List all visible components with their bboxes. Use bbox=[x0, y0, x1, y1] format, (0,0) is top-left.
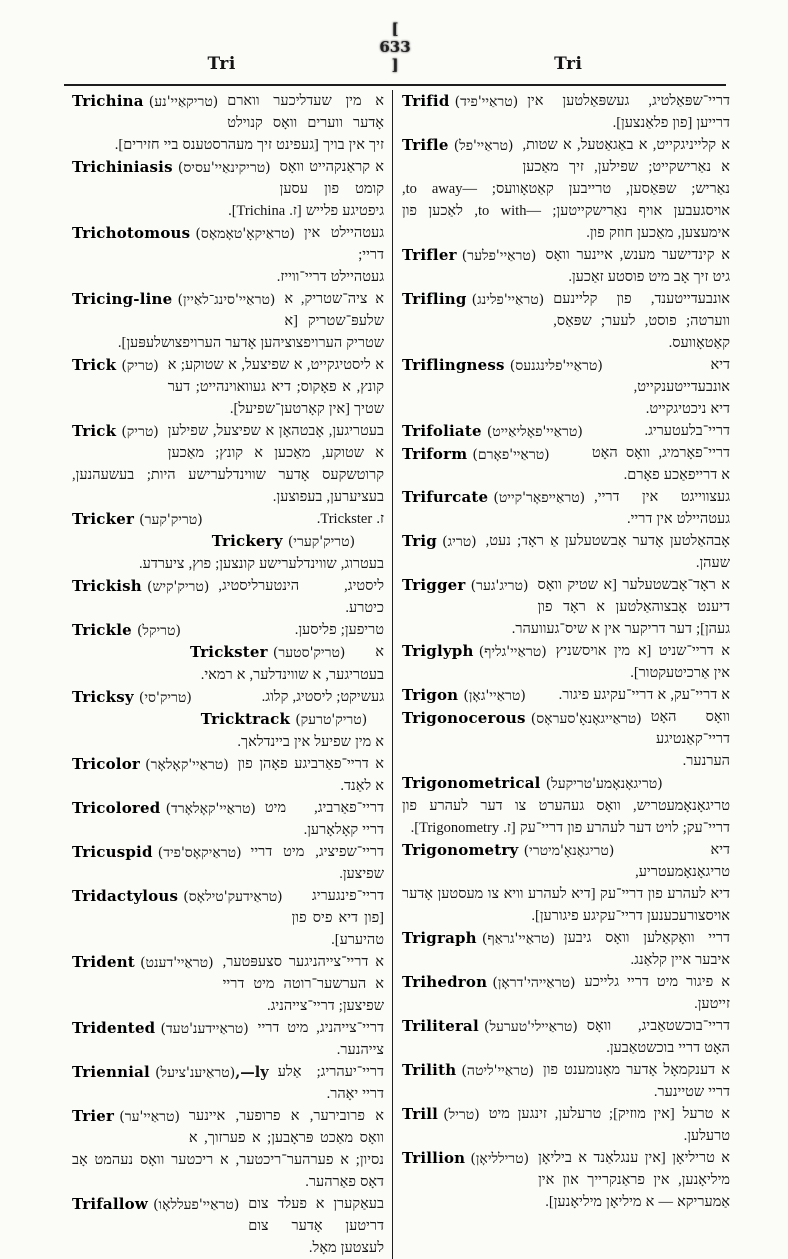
entry-head-group bbox=[402, 1103, 480, 1126]
dictionary-entry bbox=[72, 420, 384, 508]
dictionary-entry bbox=[72, 753, 384, 797]
entry-definition: אונבעדייטענד, פון קליינעם ווערטה; פוסט, לעער; שפּאַס, קאַטאָוועס. bbox=[553, 291, 730, 351]
entry-definition: א קלייניגקייט, א באַגאַטעל, א שטות, א נאַרישקייט; שפילען, זיך מאַכען נאַריש; שפּאַסען, טרייבען קאַטאָוועס; —to away, אויסגעבען אויף נאַרישקייטען; —to with, לאַכען פון אימעצען, מאַכען חוזק פון. bbox=[402, 137, 730, 241]
entry-headword: Trigonometrical bbox=[402, 774, 541, 792]
dictionary-entry bbox=[72, 885, 384, 951]
entry-pronunciation: (טריק'סי) bbox=[138, 690, 192, 706]
dictionary-entry bbox=[72, 354, 384, 420]
entry-head-group bbox=[402, 1147, 529, 1170]
dictionary-entry bbox=[72, 575, 384, 619]
entry-headword: Trichiniasis bbox=[72, 158, 173, 176]
dictionary-entry bbox=[72, 530, 384, 575]
entry-headword: Trident bbox=[72, 953, 135, 971]
entry-head-group bbox=[72, 90, 218, 113]
entry-definition: א ראָד־אָבשטעלער [א שטיק וואָס דיענט אָבצוהאַלטען א ראָד פון געהן]; דער דריקער אין א שיס־געוועהר. bbox=[511, 577, 730, 637]
entry-headword: Triflingness bbox=[402, 356, 505, 374]
entry-pronunciation: (טראַיי'פלינג) bbox=[471, 292, 545, 308]
entry-headword: Tricolored bbox=[72, 799, 161, 817]
entry-definition: וואָס האָט דריי־קאַנטיגע הערנער. bbox=[650, 709, 730, 769]
entry-definition: געשיקט; ליסטיג, קלוג. bbox=[261, 689, 384, 705]
entry-definition: אָבהאַלטען אָדער אָבשטעלען אַ ראָד; נעט, שעהן. bbox=[485, 533, 730, 571]
entry-headword: Trifoliate bbox=[402, 422, 482, 440]
entry-pronunciation: (טראַיילי'טערעל) bbox=[483, 1019, 578, 1035]
entry-pronunciation: (טראַיי'סינג־לאַיין) bbox=[177, 292, 276, 308]
dictionary-entry bbox=[72, 508, 384, 530]
entry-definition: דריי־שפיציג, מיט דריי שפיצען. bbox=[250, 844, 384, 882]
entry-head-group bbox=[72, 156, 271, 179]
dictionary-entry bbox=[402, 530, 730, 574]
entry-pronunciation: (טריגאָנאָ'מיטרי) bbox=[523, 843, 615, 859]
dictionary-entry bbox=[402, 1015, 730, 1059]
entry-headword: Trickster bbox=[189, 643, 268, 661]
entry-headword: Trickery bbox=[211, 532, 283, 550]
entry-headword: Trickish bbox=[72, 577, 142, 595]
entry-head-group bbox=[402, 244, 536, 267]
dictionary-entry bbox=[72, 1017, 384, 1061]
entry-headword: Trick bbox=[72, 356, 117, 374]
entry-headword: Trillion bbox=[402, 1149, 466, 1167]
entry-pronunciation: (טראַיי'קאָלאָר) bbox=[145, 757, 229, 773]
entry-headword: Trick bbox=[72, 422, 117, 440]
right-column bbox=[392, 90, 730, 1259]
entry-headword: Trill bbox=[402, 1105, 439, 1123]
dictionary-entry bbox=[72, 686, 384, 708]
entry-definition: א דריי־פאַרביגע פאָהן פון א לאַנד. bbox=[237, 756, 384, 794]
entry-pronunciation: (טריקאַיי'נע) bbox=[148, 94, 219, 110]
entry-pronunciation: (טראַיי'ער) bbox=[119, 1109, 180, 1125]
dictionary-entry bbox=[72, 641, 384, 686]
entry-pronunciation: (טראַיי'קאָלאָרד) bbox=[165, 801, 256, 817]
entry-headword: Trifallow bbox=[72, 1195, 148, 1213]
dictionary-entry bbox=[72, 156, 384, 222]
entry-headword: Trichina bbox=[72, 92, 144, 110]
dictionary-entry bbox=[402, 442, 730, 486]
entry-definition: א מין שפיעל אין ביינדלאך. bbox=[237, 734, 384, 750]
entry-definition: א טרעל [אין מוזיק]; טרעלען, זינגען מיט טרעלען. bbox=[488, 1106, 730, 1144]
entry-head-group bbox=[72, 1017, 249, 1040]
entry-head-group bbox=[402, 420, 583, 443]
columns bbox=[72, 90, 730, 1259]
entry-head-group bbox=[72, 1061, 269, 1084]
entry-definition: א פיגור מיט דריי גלייכע זייטען. bbox=[584, 974, 730, 1012]
entry-headword: Trigonocerous bbox=[402, 709, 526, 727]
dictionary-entry bbox=[72, 841, 384, 885]
dictionary-entry bbox=[402, 839, 730, 927]
header-rule bbox=[64, 84, 726, 86]
entry-head-group bbox=[72, 288, 275, 311]
left-column bbox=[72, 90, 392, 1259]
entry-definition: א טריליאָן [אין ענגלאַנד א ביליאָן מיליאָנען, אין פראַנקרייך און אין אַמעריקא — א מיליאָן מיליאָנען]. bbox=[538, 1150, 730, 1210]
entry-pronunciation: (טריגאָנאָמע'טריקעל) bbox=[545, 776, 663, 792]
dictionary-entry bbox=[72, 1193, 384, 1259]
entry-head-group bbox=[72, 1105, 180, 1128]
entry-head-group bbox=[72, 1193, 239, 1216]
dictionary-entry bbox=[72, 619, 384, 641]
entry-headword: Trichotomous bbox=[72, 224, 191, 242]
entry-head-group bbox=[402, 640, 547, 663]
entry-pronunciation: (טריק'טרעק) bbox=[295, 712, 368, 728]
entry-pronunciation: (טראַיי'ליטה) bbox=[461, 1063, 535, 1079]
entry-headword: Trigraph bbox=[402, 929, 477, 947]
entry-head-group bbox=[72, 619, 181, 642]
entry-pronunciation: (טריק'קיש) bbox=[146, 579, 210, 595]
entry-headword: Trihedron bbox=[402, 973, 488, 991]
entry-pronunciation: (טראַיקאָס'פיד) bbox=[157, 845, 242, 861]
entry-pronunciation: (טריל) bbox=[443, 1107, 480, 1123]
entry-headword: Tricksy bbox=[72, 688, 134, 706]
entry-definition: בעטריגען, אָבטהאָן א שפיצעל, שפילען א שטוקע, מאַכען א קונץ; מאַכען קרוטשקעס אָדער שווינדלערישע היות; בעשעהנען, בעציערען, בעפוצען. bbox=[72, 423, 384, 505]
entry-pronunciation: (טריק'קערי) bbox=[287, 534, 356, 550]
entry-pronunciation: (טריג'גער) bbox=[470, 578, 529, 594]
entry-head-group bbox=[201, 708, 367, 731]
entry-definition: א פרובירער, א פרופער, איינער וואָס מאַכט פּראָבען; א פערזוך, א נסיון; א פערהער־ריכטער, א ריכטער וואָס נעהמט אָב דאָס פאַרהער. bbox=[72, 1108, 384, 1190]
entry-head-group bbox=[402, 707, 642, 730]
entry-pronunciation: (טראַייגאָנאָ'סעראָס) bbox=[530, 711, 642, 727]
header-guide-word-right: Tri bbox=[554, 54, 583, 74]
entry-pronunciation: (טראַיי'פאָליאַייט) bbox=[486, 424, 583, 440]
entry-pronunciation: (טראַיי'פלינגנעס) bbox=[509, 358, 603, 374]
dictionary-entry bbox=[402, 354, 730, 420]
entry-head-group bbox=[402, 530, 477, 553]
dictionary-entry bbox=[72, 797, 384, 841]
dictionary-entry bbox=[402, 640, 730, 684]
entry-definition: דריי־פאָרמיג, וואָס האָט א דרייפאַכע פאָרם. bbox=[591, 445, 730, 483]
entry-definition: א דריי־צייהניגער סצעפּטער, א הערשער־רוטה מיט דריי שפיצען; דריי־צייהניג. bbox=[222, 954, 384, 1014]
entry-pronunciation: (טריקל) bbox=[136, 623, 181, 639]
entry-head-group bbox=[212, 530, 355, 553]
entry-headword: Trilith bbox=[402, 1061, 457, 1079]
entry-headword: Triglyph bbox=[402, 642, 474, 660]
entry-head-group bbox=[190, 641, 345, 664]
entry-definition: א דריי־עק, א דריי־עקיגע פיגור. bbox=[558, 687, 730, 703]
dictionary-entry bbox=[72, 1105, 384, 1193]
entry-definition: א ליסטיגקייט, א שפיצעל, א שטוקע; א קונץ, א פאָקוס; דיא געוואוינהייט; דער שטיך [אין קאָרטען־שפיעל]. bbox=[167, 357, 384, 417]
entry-pronunciation: (טראַיי'פיד) bbox=[454, 94, 519, 110]
dictionary-entry bbox=[402, 90, 730, 134]
dictionary-entry bbox=[402, 244, 730, 288]
entry-pronunciation: (טראַייהי'דראָן) bbox=[492, 975, 576, 991]
entry-head-group bbox=[72, 951, 214, 974]
entry-pronunciation: (טריק'סטער) bbox=[272, 645, 346, 661]
entry-headword: Trickle bbox=[72, 621, 132, 639]
entry-definition: א דריי־שניט [א מין אויסשניץ אין אַרכיטעקטור]. bbox=[555, 643, 730, 681]
entry-pronunciation: (טראַיי'גליף) bbox=[478, 644, 547, 660]
entry-definition: בעאַקערן א פעלד צום דריטען אָדער צום לעצטען מאָל. bbox=[248, 1196, 384, 1256]
entry-head-group bbox=[402, 839, 614, 862]
entry-definition: טריגאָנאָמעטריש, וואָס געהערט צו דער לעהרע פון דריי־עק; לויט דער לעהרע פון דריי־עק [ז. Trigonometry]. bbox=[402, 798, 730, 836]
entry-headword: Trigonometry bbox=[402, 841, 519, 859]
entry-pronunciation: (טרילליאָן) bbox=[470, 1151, 530, 1167]
entry-definition: בעטרוג, שווינדלערישע קונצען; פוץ, ציערדע. bbox=[139, 556, 384, 572]
entry-headword: Tricuspid bbox=[72, 843, 153, 861]
entry-headword: Tridactylous bbox=[72, 887, 179, 905]
entry-pronunciation: (טראַיי'פאָרם) bbox=[472, 447, 550, 463]
entry-head-group bbox=[72, 753, 229, 776]
dictionary-entry bbox=[72, 951, 384, 1017]
dictionary-entry bbox=[402, 420, 730, 442]
entry-definition: א קראַנקהייט וואָס קומט פון עסען גיפטיגע פלייש [ז. Trichina]. bbox=[228, 159, 384, 219]
entry-head-group bbox=[72, 508, 203, 531]
entry-pronunciation: (טראַיי'פלער) bbox=[461, 248, 537, 264]
page-header bbox=[64, 20, 726, 74]
entry-head-group bbox=[402, 90, 518, 113]
entry-pronunciation: (טריק) bbox=[121, 358, 159, 374]
entry-head-group bbox=[402, 927, 555, 950]
entry-definition: א דענקמאָל אָדער מאָנומענט פון דריי שטיינער. bbox=[543, 1062, 730, 1100]
entry-headword: Tricker bbox=[72, 510, 135, 528]
entry-definition: דריי־צייהניג, מיט דריי צייהנער. bbox=[257, 1020, 384, 1058]
dictionary-entry bbox=[72, 708, 384, 753]
entry-head-group bbox=[402, 354, 603, 377]
page-number: [ 633 ] bbox=[379, 20, 411, 74]
entry-head-group bbox=[402, 574, 528, 597]
dictionary-entry bbox=[402, 574, 730, 640]
entry-pronunciation: (טראַיי'גראַף) bbox=[481, 931, 555, 947]
entry-definition: דריי־בלעטעריג. bbox=[644, 423, 730, 439]
entry-head-group bbox=[72, 841, 242, 864]
entry-headword: Triliteral bbox=[402, 1017, 479, 1035]
dictionary-entry bbox=[402, 706, 730, 772]
entry-definition: געטהיילט אין דריי; געטהיילט דריי־ווייז. bbox=[276, 225, 384, 285]
entry-pronunciation: (טראַידעק'טילאָס) bbox=[183, 889, 283, 905]
entry-head-group bbox=[402, 684, 526, 707]
entry-pronunciation: (טראַיי'גאָן) bbox=[463, 688, 526, 704]
entry-definition: דיא אונבעדייטענקייט, דיא ניכטיגקייט. bbox=[633, 357, 730, 417]
entry-pronunciation: (טריקינאַיי'עסיס) bbox=[177, 160, 271, 176]
entry-head-group bbox=[72, 885, 283, 908]
entry-headword: Trifid bbox=[402, 92, 450, 110]
entry-head-group bbox=[72, 686, 192, 709]
entry-head-group bbox=[402, 1059, 534, 1082]
entry-pronunciation: (טריק'קער) bbox=[139, 512, 203, 528]
entry-headword: Trifle bbox=[402, 136, 449, 154]
entry-pronunciation: (טראַיענ'ציעל) bbox=[155, 1065, 236, 1081]
entry-definition: א מין שעדליכער ווארם אָדער ווערים וואָס קנוילט זיך אין בויך [געפינט זיך מעהרסטענס ביי חזירים]. bbox=[114, 93, 384, 153]
entry-pronunciation: (טראַיידענ'טעד) bbox=[160, 1021, 249, 1037]
dictionary-entry bbox=[402, 684, 730, 706]
header-guide-word-left: Tri bbox=[207, 54, 236, 74]
dictionary-entry bbox=[402, 927, 730, 971]
entry-head-group bbox=[72, 354, 159, 377]
entry-head-group bbox=[72, 797, 256, 820]
entry-pronunciation: (טראַיי'פעללאָו) bbox=[153, 1197, 240, 1213]
entry-definition: א בעטריגער, א שווינדלער, א רמאי. bbox=[200, 644, 384, 683]
entry-suffix: ,—ly bbox=[235, 1064, 269, 1081]
entry-headword: Tricing-line bbox=[72, 290, 173, 308]
entry-headword: Triennial bbox=[72, 1063, 150, 1081]
entry-definition: ליסטיג, הינטערליסטיג, כיטרע. bbox=[218, 578, 384, 616]
entry-head-group bbox=[402, 772, 663, 795]
entry-head-group bbox=[402, 486, 585, 509]
entry-headword: Trier bbox=[72, 1107, 115, 1125]
entry-headword: Trig bbox=[402, 532, 437, 550]
entry-pronunciation: (טריג) bbox=[442, 534, 477, 550]
dictionary-entry bbox=[402, 971, 730, 1015]
entry-definition: א קינדישער מענש, איינער וואָס גיט זיך אָב מיט פוסטע זאַכען. bbox=[545, 247, 730, 285]
entry-head-group bbox=[402, 134, 513, 157]
entry-headword: Trifler bbox=[402, 246, 457, 264]
entry-definition: דריי־פינגעריג [פון דיא פיס פון טהיערע]. bbox=[291, 888, 384, 948]
entry-pronunciation: (טריק) bbox=[121, 424, 159, 440]
entry-head-group bbox=[402, 1015, 578, 1038]
entry-head-group bbox=[72, 222, 295, 245]
entry-pronunciation: (טראַיקאָ'טאָמאָס) bbox=[195, 226, 295, 242]
entry-headword: Trigger bbox=[402, 576, 466, 594]
entry-definition: א ציה־שטריק, א שלעפּ־שטריק [א שטריק הערויפצוציהען אָדער הערויפצושלעפּען]. bbox=[117, 291, 384, 351]
dictionary-entry bbox=[402, 134, 730, 244]
entry-head-group bbox=[72, 420, 159, 443]
entry-definition: דריי־בוכשטאַביג, וואָס האָט דריי בוכשטאַבען. bbox=[586, 1018, 730, 1056]
entry-headword: Trifling bbox=[402, 290, 467, 308]
dictionary-entry bbox=[72, 222, 384, 288]
dictionary-entry bbox=[402, 486, 730, 530]
entry-headword: Tridented bbox=[72, 1019, 156, 1037]
entry-definition: דריי־יעהריג; אַלע דריי יאָהר. bbox=[277, 1064, 384, 1102]
dictionary-entry bbox=[72, 1061, 384, 1105]
dictionary-entry bbox=[402, 1059, 730, 1103]
entry-head-group bbox=[402, 443, 550, 466]
dictionary-entry bbox=[402, 1147, 730, 1213]
dictionary-entry bbox=[402, 772, 730, 839]
entry-headword: Tricolor bbox=[72, 755, 141, 773]
dictionary-entry bbox=[72, 288, 384, 354]
entry-definition: דריי־שפּאַלטיג, געשפּאַלטען אין דרייען [פון פלאַנצען]. bbox=[527, 93, 730, 131]
entry-headword: Tricktrack bbox=[200, 710, 291, 728]
entry-definition: דריי וואָקאַלען וואָס גיבען איבער איין קלאַנג. bbox=[563, 930, 730, 968]
entry-definition: ז. Trickster. bbox=[316, 511, 384, 527]
entry-definition: דריי־פאַרביג, מיט דריי קאָלאָרען. bbox=[264, 800, 384, 838]
entry-head-group bbox=[72, 575, 209, 598]
entry-definition: דיא טריגאָנאָמעטריע, דיא לעהרע פון דריי־עק [דיא לעהרע וויא צו מעסטען אָדער אויסצורעכענען דריי־עקיגע פיגורען]. bbox=[402, 842, 730, 924]
entry-head-group bbox=[402, 288, 544, 311]
entry-definition: געצווייגט אין דריי, געטהיילט אין דריי. bbox=[594, 489, 730, 527]
entry-headword: Trigon bbox=[402, 686, 459, 704]
entry-definition: טריפען; פליסען. bbox=[294, 622, 384, 638]
dictionary-entry bbox=[72, 90, 384, 156]
entry-head-group bbox=[402, 971, 576, 994]
entry-pronunciation: (טראַייפאָר'קייט) bbox=[493, 490, 586, 506]
dictionary-entry bbox=[402, 1103, 730, 1147]
entry-headword: Triform bbox=[402, 445, 468, 463]
entry-pronunciation: (טראַיי'דענט) bbox=[140, 955, 214, 971]
dictionary-entry bbox=[402, 288, 730, 354]
entry-headword: Trifurcate bbox=[402, 488, 489, 506]
entry-pronunciation: (טראַיי'פל) bbox=[453, 138, 514, 154]
